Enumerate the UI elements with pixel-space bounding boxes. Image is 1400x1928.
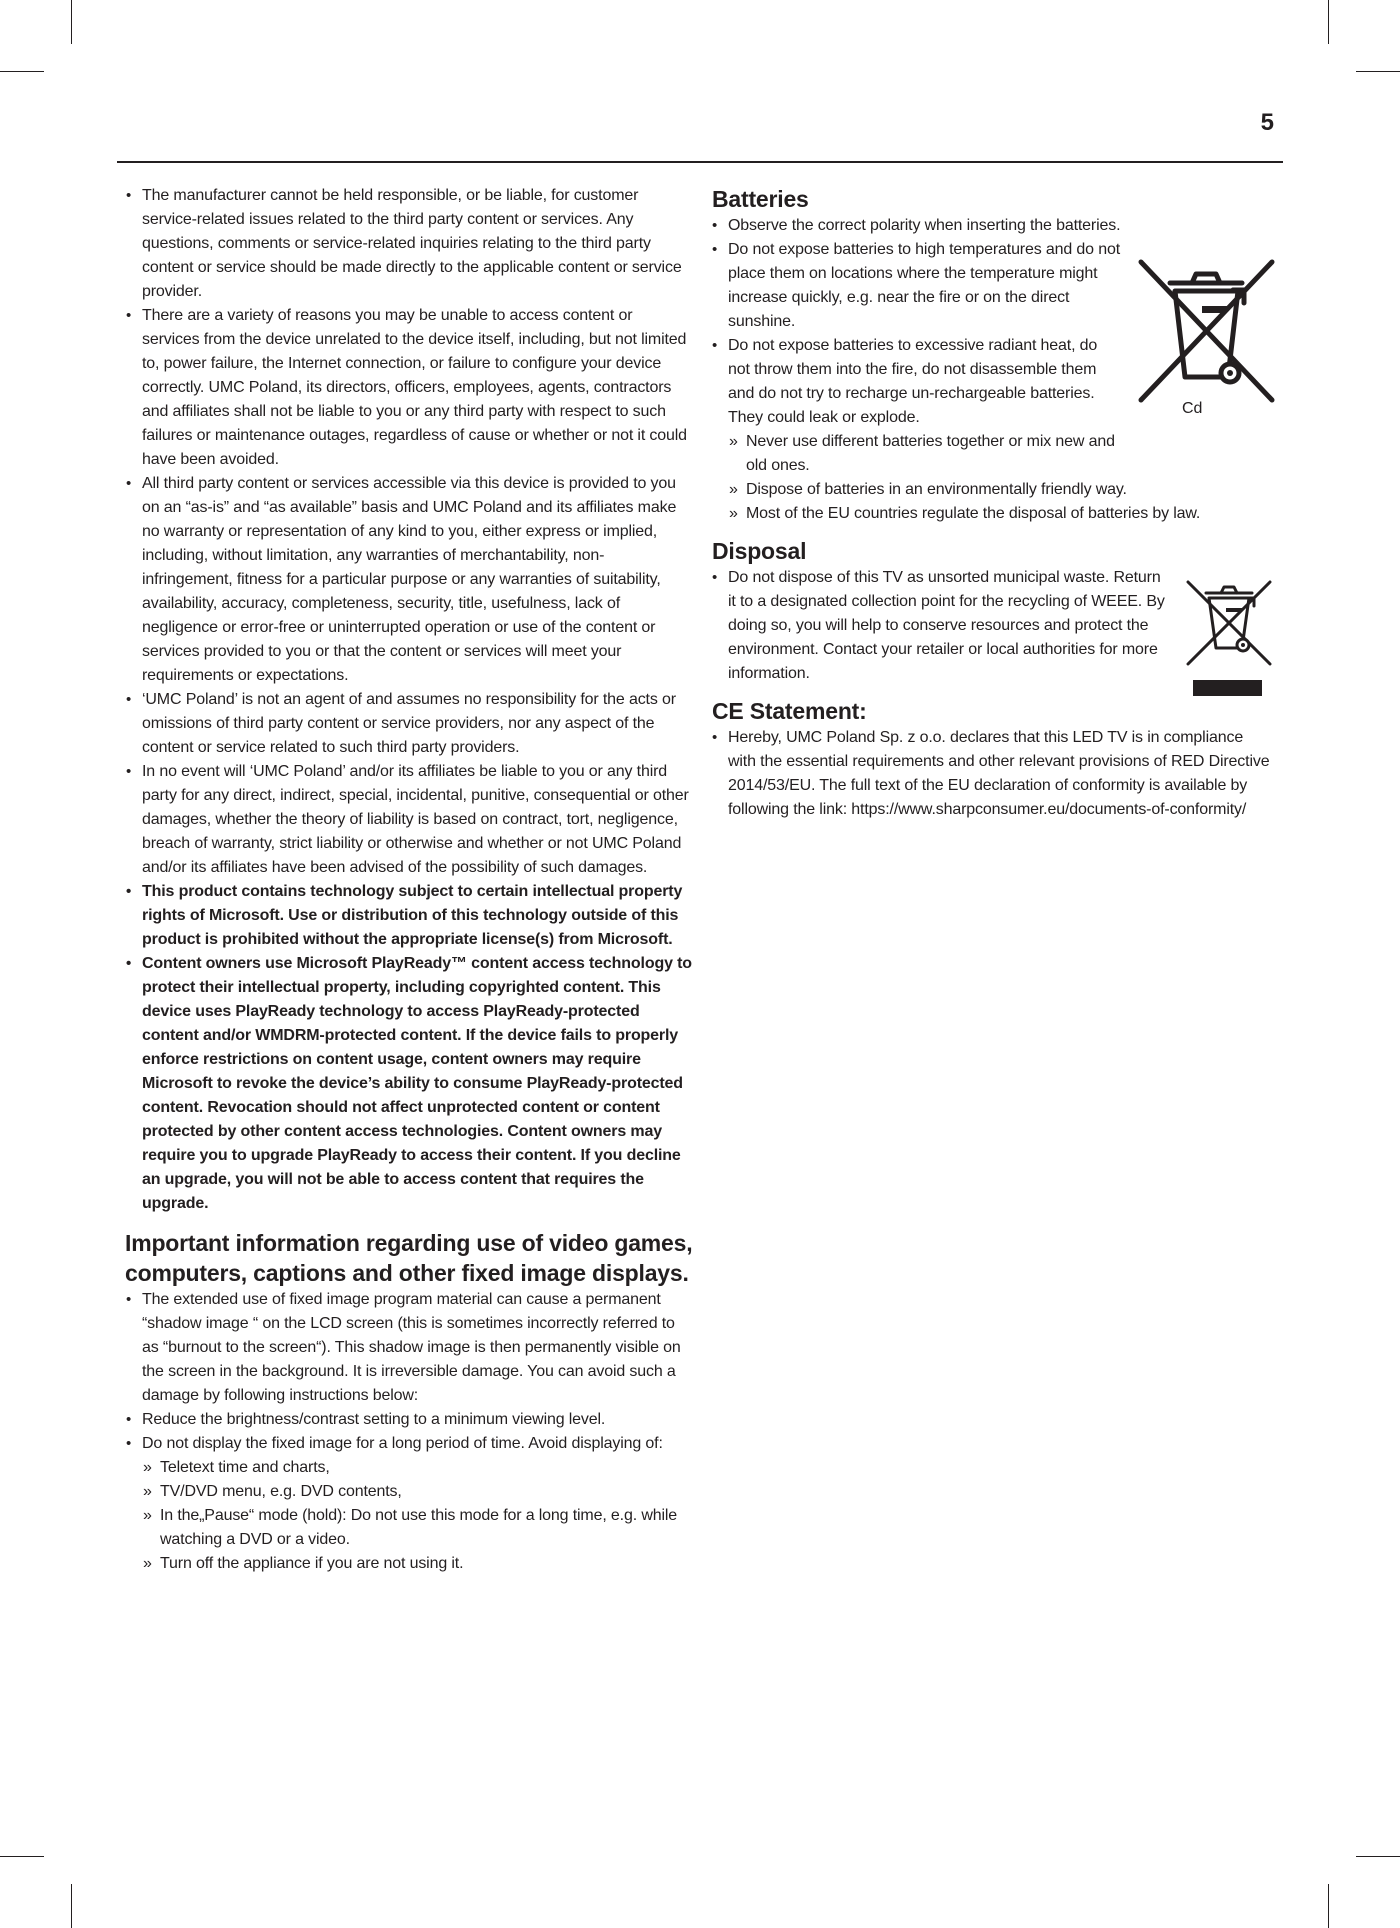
crop-mark <box>71 0 72 44</box>
fixed-image-sublist <box>126 1456 694 1576</box>
list-item: • Observe the correct polarity when inserting the batteries. <box>712 214 1272 238</box>
sub-list-item: » Dispose of batteries in an environmentally friendly way. <box>729 478 1272 502</box>
fixed-image-heading: Important information regarding use of video games, computers, captions and other fixed image displays. <box>125 1230 693 1286</box>
list-item: • Content owners use Microsoft PlayReady™ content access technology to protect their intellectual property, including copyrighted content. This device uses PlayReady technology to access PlayReady-protected content and/or WMDRM-protected content. If the device fails to properly enforce restrictions on content usage, content owners may require Microsoft to revoke the device’s ability to consume PlayReady-protected content. Revocation should not affect unprotected content or content protected by other content access technologies. Content owners may require you to upgrade PlayReady to access their content. If you decline an upgrade, you will not be able to access content that requires the upgrade. <box>126 952 694 1216</box>
crop-mark <box>0 1856 44 1857</box>
list-item: • Do not dispose of this TV as unsorted municipal waste. Return it to a designated collection point for the recycling of WEEE. By doing so, you will help to conserve resources and protect the environment. Contact your retailer or local authorities for more information. <box>712 566 1272 686</box>
crop-mark <box>71 1884 72 1928</box>
list-item: • There are a variety of reasons you may be unable to access content or services from the device unrelated to the device itself, including, but not limited to, power failure, the Internet connection, or failure to configure your device correctly. UMC Poland, its directors, officers, employees, agents, contractors and affiliates shall not be liable to you or any third party with respect to such failures or maintenance outages, regardless of cause or whether or not it could have been avoided. <box>126 304 694 472</box>
sub-list-item: » TV/DVD menu, e.g. DVD contents, <box>143 1480 694 1504</box>
list-item: • ‘UMC Poland’ is not an agent of and assumes no responsibility for the acts or omissions of third party content or service providers, nor any aspect of the content or service related to such third party providers. <box>126 688 694 760</box>
left-column <box>126 184 694 1576</box>
sub-list-item: » Turn off the appliance if you are not using it. <box>143 1552 694 1576</box>
batteries-sublist <box>712 430 1272 526</box>
sub-list-item: » In the„Pause“ mode (hold): Do not use this mode for a long time, e.g. while watching a DVD or a video. <box>143 1504 694 1552</box>
battery-bin-icon <box>1138 258 1275 404</box>
third-party-list <box>126 184 694 1216</box>
header-rule <box>117 161 1283 163</box>
weee-bin-icon <box>1186 580 1272 697</box>
fixed-image-list <box>126 1288 694 1576</box>
crop-mark <box>1356 71 1400 72</box>
crop-mark <box>1328 0 1329 44</box>
ce-statement-heading: CE Statement: <box>712 698 867 724</box>
list-item: • In no event will ‘UMC Poland’ and/or its affiliates be liable to you or any third party for any direct, indirect, special, incidental, punitive, consequential or other damages, whether the theory of liability is based on contract, tort, negligence, breach of warranty, strict liability or otherwise and whether or not UMC Poland and/or its affiliates have been advised of the possibility of such damages. <box>126 760 694 880</box>
list-item: • Do not expose batteries to excessive radiant heat, do not throw them into the fire, do not disassemble them and do not try to recharge un-rechargeable batteries. They could leak or explode. <box>712 334 1272 430</box>
crop-mark <box>0 71 44 72</box>
disposal-heading: Disposal <box>712 538 807 564</box>
cd-label: Cd <box>1182 400 1203 417</box>
batteries-heading: Batteries <box>712 186 809 212</box>
list-item: • Reduce the brightness/contrast setting to a minimum viewing level. <box>126 1408 694 1432</box>
page-number: 5 <box>1260 109 1274 136</box>
crop-mark <box>1356 1856 1400 1857</box>
crop-mark <box>1328 1884 1329 1928</box>
sub-list-item: » Never use different batteries together or mix new and old ones. <box>729 430 1272 478</box>
ce-statement-list <box>712 726 1272 822</box>
sub-list-item: » Teletext time and charts, <box>143 1456 694 1480</box>
list-item: • Do not expose batteries to high temperatures and do not place them on locations where the temperature might increase quickly, e.g. near the fire or on the direct sunshine. <box>712 238 1272 334</box>
sub-list-item: » Most of the EU countries regulate the disposal of batteries by law. <box>729 502 1272 526</box>
list-item: • The manufacturer cannot be held responsible, or be liable, for customer service-related issues related to the third party content or services. Any questions, comments or service-related inquiries relating to the third party content or service should be made directly to the applicable content or service provider. <box>126 184 694 304</box>
list-item: • This product contains technology subject to certain intellectual property rights of Microsoft. Use or distribution of this technology outside of this product is prohibited without the appropriate license(s) from Microsoft. <box>126 880 694 952</box>
list-item-text: Do not display the fixed image for a long period of time. Avoid displaying of: <box>142 1435 663 1452</box>
list-item: • All third party content or services accessible via this device is provided to you on an “as-is” and “as available” basis and UMC Poland and its affiliates make no warranty or representation of any kind to you, either express or implied, including, without limitation, any warranties of merchantability, non-infringement, fitness for a particular purpose or any warranties of suitability, availability, accuracy, completeness, security, title, usefulness, lack of negligence or error-free or uninterrupted operation or use of the content or services provided to you or that the content or services will meet your requirements or expectations. <box>126 472 694 688</box>
list-item: • Hereby, UMC Poland Sp. z o.o. declares that this LED TV is in compliance with the essential requirements and other relevant provisions of RED Directive 2014/53/EU. The full text of the EU declaration of conformity is available by following the link: https://www.sharpconsumer.eu/documents-of-conformity/ <box>712 726 1272 822</box>
list-item: • The extended use of fixed image program material can cause a permanent “shadow image “ on the LCD screen (this is sometimes incorrectly referred to as “burnout to the screen“). This shadow image is then permanently visible on the screen in the background. It is irreversible damage. You can avoid such a damage by following instructions below: <box>126 1288 694 1408</box>
list-item <box>126 1432 694 1576</box>
